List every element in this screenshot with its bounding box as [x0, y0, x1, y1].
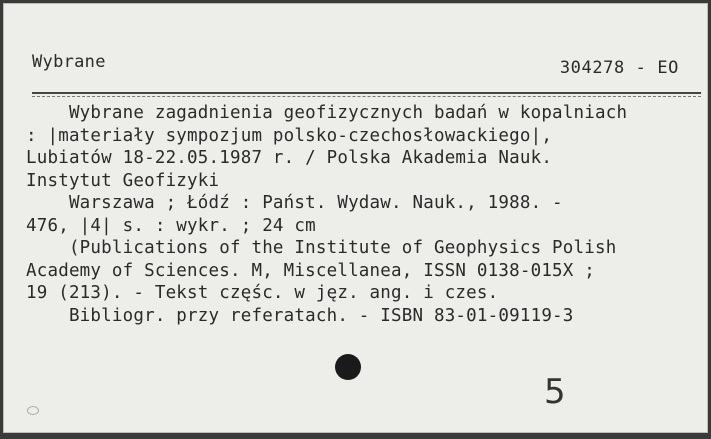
body-line: 476, |4| s. : wykr. ; 24 cm — [26, 215, 316, 236]
punch-hole — [335, 354, 361, 380]
card-body — [26, 102, 701, 327]
body-line: 19 (213). - Tekst częśc. w jęz. ang. i czes. — [26, 283, 499, 303]
catalog-card — [3, 3, 708, 433]
body-line: Bibliogr. przy referatach. - ISBN 83-01-09119-3 — [26, 305, 574, 326]
divider-dashed — [32, 96, 701, 97]
body-line: Warszawa ; Łódź : Państ. Wydaw. Nauk., 1988. - — [26, 193, 563, 213]
handwritten-mark: 5 — [544, 372, 566, 412]
body-line: (Publications of the Institute of Geophysics Polish — [26, 238, 617, 258]
small-stamp — [27, 406, 39, 415]
body-line: Lubiatów 18-22.05.1987 r. / Polska Akademia Nauk. — [26, 148, 553, 168]
call-number: 304278 - EO — [559, 58, 679, 78]
body-line: Academy of Sciences. M, Miscellanea, ISSN 0138-015X ; — [26, 260, 596, 281]
body-line: Wybrane zagadnienia geofizycznych badań w kopalniach — [26, 103, 628, 123]
divider — [32, 92, 701, 94]
body-line: : |materiały sympozjum polsko-czechosłowackiego|, — [26, 125, 553, 146]
card-heading: Wybrane — [32, 52, 106, 72]
body-line: Instytut Geofizyki — [26, 170, 220, 191]
